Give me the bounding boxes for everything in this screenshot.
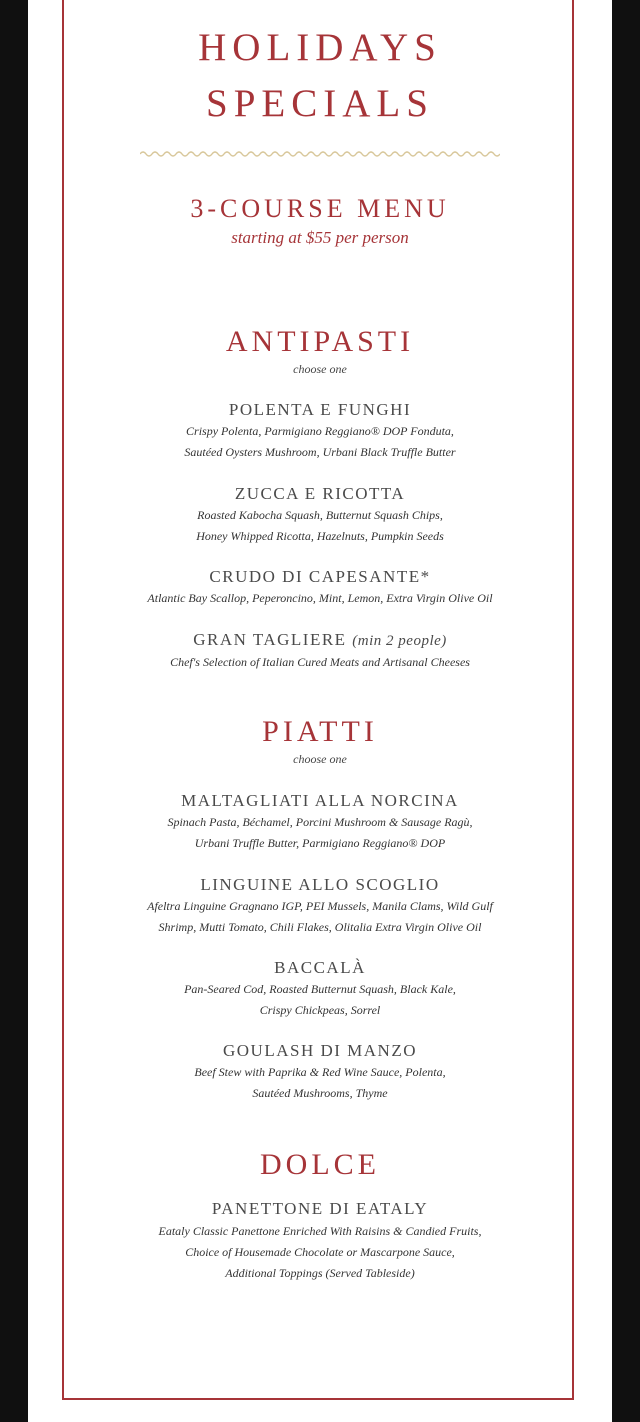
course-menu-heading: 3-COURSE MENU [190, 194, 450, 223]
dish-description: Crispy Chickpeas, Sorrel [259, 1003, 381, 1017]
dish-description: Roasted Kabocha Squash, Butternut Squash Chips, [197, 508, 443, 522]
dish-description: Spinach Pasta, Béchamel, Porcini Mushroom & Sausage Ragù, [167, 815, 473, 829]
dish-name: LINGUINE ALLO SCOGLIO [200, 875, 440, 894]
dish-name: BACCALÀ [274, 958, 366, 977]
dish-description: Urbani Truffle Butter, Parmigiano Reggiano® DOP [194, 836, 446, 850]
menu-title-line1: HOLIDAYS [198, 26, 442, 69]
dish-name: GOULASH DI MANZO [223, 1041, 417, 1060]
section-title-dolce: DOLCE [260, 1148, 380, 1181]
dish-description: Eataly Classic Panettone Enriched With Raisins & Candied Fruits, [158, 1224, 482, 1238]
dish-name: CRUDO DI CAPESANTE* [209, 567, 431, 586]
dish-description: Chef's Selection of Italian Cured Meats and Artisanal Cheeses [170, 655, 470, 669]
dish-name: POLENTA E FUNGHI [228, 400, 412, 419]
dish-description: Afeltra Linguine Gragnano IGP, PEI Mussels, Manila Clams, Wild Gulf [147, 899, 493, 913]
dish-name-with-note [28, 631, 612, 649]
dish-description: Choice of Housemade Chocolate or Mascarpone Sauce, [185, 1245, 455, 1259]
dish-name: MALTAGLIATI ALLA NORCINA [181, 791, 459, 810]
choose-one-piatti: choose one [293, 752, 347, 766]
menu-page [28, 0, 612, 1422]
price-text: starting at $55 per person [231, 228, 409, 247]
decorative-wave-divider [140, 146, 500, 162]
dish-description: Sautéed Mushrooms, Thyme [252, 1086, 388, 1100]
dish-description: Shrimp, Mutti Tomato, Chili Flakes, Olitalia Extra Virgin Olive Oil [158, 920, 482, 934]
dish-name: PANETTONE DI EATALY [211, 1199, 429, 1218]
dish-description: Crispy Polenta, Parmigiano Reggiano® DOP Fonduta, [186, 424, 454, 438]
dish-description: Atlantic Bay Scallop, Peperoncino, Mint, Lemon, Extra Virgin Olive Oil [147, 591, 493, 605]
dish-name-text: GRAN TAGLIERE [193, 630, 347, 649]
section-title-antipasti: ANTIPASTI [225, 325, 415, 358]
dish-note: (min 2 people) [352, 633, 447, 649]
dish-name: ZUCCA E RICOTTA [234, 484, 406, 503]
dish-description: Sautéed Oysters Mushroom, Urbani Black Truffle Butter [184, 445, 456, 459]
choose-one-antipasti: choose one [293, 362, 347, 376]
dish-description: Additional Toppings (Served Tableside) [225, 1266, 415, 1280]
menu-title-line2: SPECIALS [206, 82, 434, 125]
dish-description: Beef Stew with Paprika & Red Wine Sauce, Polenta, [194, 1065, 446, 1079]
section-title-piatti: PIATTI [262, 715, 378, 748]
dish-description: Pan-Seared Cod, Roasted Butternut Squash, Black Kale, [184, 982, 456, 996]
dish-description: Honey Whipped Ricotta, Hazelnuts, Pumpkin Seeds [196, 529, 444, 543]
